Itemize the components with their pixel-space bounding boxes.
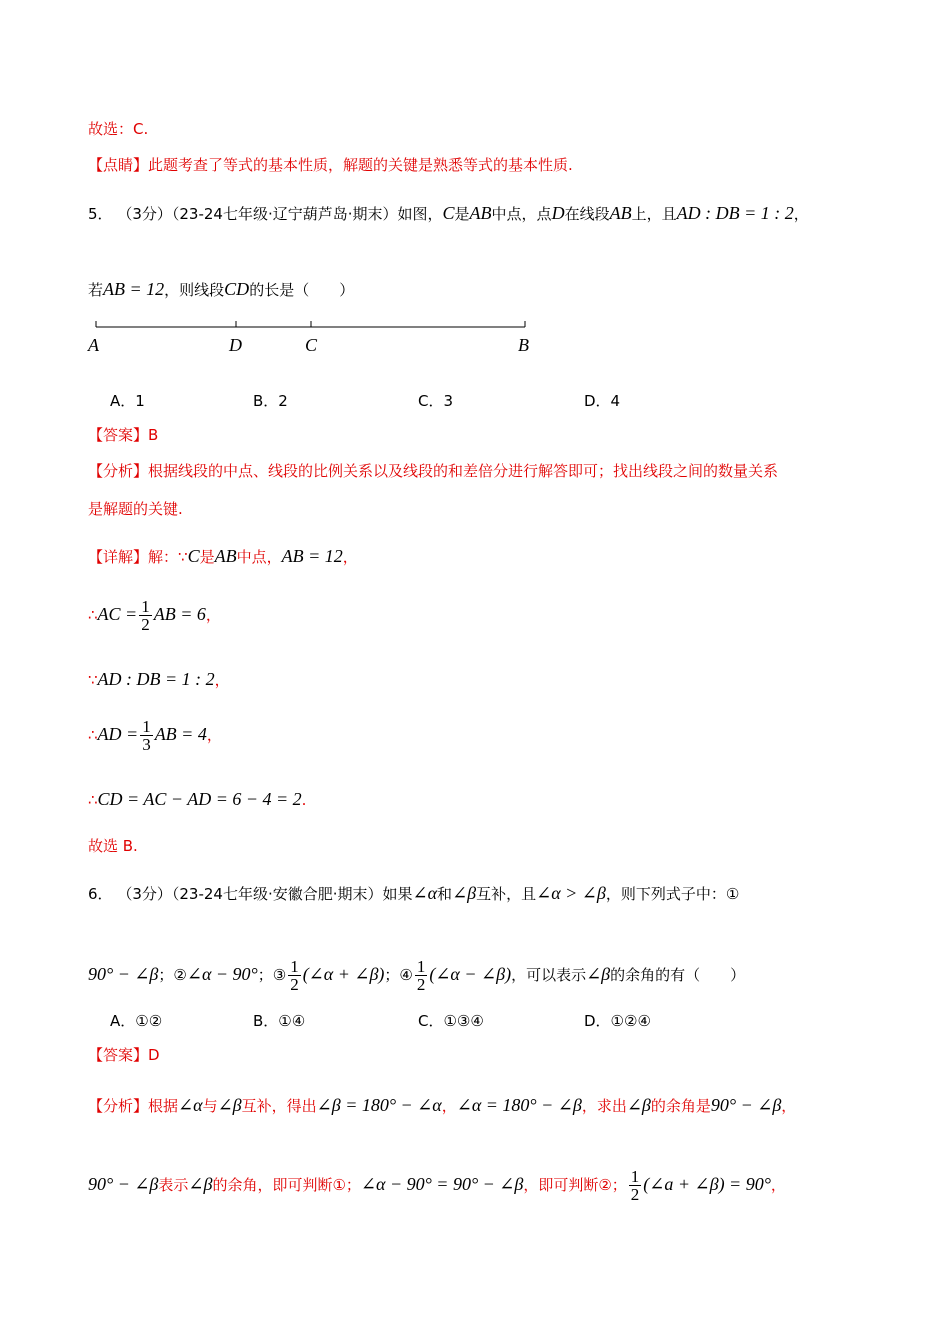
sym-ab: AB bbox=[469, 203, 492, 223]
q6-stem-a: 如果 bbox=[382, 885, 413, 903]
an-expr3: 90° − ∠β bbox=[710, 1095, 782, 1115]
an-sep: ， bbox=[441, 1097, 457, 1115]
an2-half-den: 2 bbox=[630, 1185, 640, 1204]
an2-half-num: 1 bbox=[630, 1167, 640, 1186]
q6-analysis-tag: 【分析】 bbox=[88, 1097, 149, 1115]
q5-stem-c: 中点，点 bbox=[491, 205, 552, 223]
q5-analysis-2: 是解题的关键. bbox=[88, 500, 183, 518]
step3-end: ， bbox=[206, 726, 222, 744]
q5-step2 bbox=[88, 668, 230, 691]
q4-comment bbox=[88, 154, 573, 176]
q6-sep1: ；② bbox=[158, 966, 187, 984]
q6-sep2: ；③ bbox=[257, 966, 287, 984]
point-label-a: A bbox=[88, 335, 99, 355]
sym-c: C bbox=[442, 203, 455, 223]
step1-fraction bbox=[139, 598, 152, 633]
q6-sep3: ；④ bbox=[384, 966, 413, 984]
q6-number: 6． bbox=[88, 885, 113, 903]
step2-pre: ∵ bbox=[88, 671, 98, 689]
q5-stem-e: 上，且 bbox=[631, 205, 677, 223]
q6-alpha: ∠α bbox=[412, 883, 438, 903]
q5-stem-line2 bbox=[88, 278, 354, 301]
q5-stem2-c: 的长是（ ） bbox=[249, 281, 355, 299]
q6-choice-c[interactable]: C．①③④ bbox=[418, 1012, 484, 1030]
step1-rhs: AB = 6 bbox=[153, 604, 206, 624]
half-num-3: 1 bbox=[290, 957, 299, 976]
q6-cond: ∠α > ∠β bbox=[536, 883, 606, 903]
an-expr1: ∠β = 180° − ∠α bbox=[316, 1095, 442, 1115]
an2-end: ， bbox=[770, 1176, 786, 1194]
q6-stem-d: ，则下列式子中：① bbox=[605, 885, 740, 903]
an-end: ， bbox=[781, 1097, 797, 1115]
analysis-text-1: 根据线段的中点、线段的比例关系以及线段的和差倍分进行解答即可；找出线段之间的数量关系 bbox=[148, 462, 779, 480]
q5-answer bbox=[88, 424, 158, 446]
q6-stem-e: ，可以表示 bbox=[511, 966, 587, 984]
q5-detail bbox=[88, 545, 358, 568]
an-c: 互补，得出 bbox=[241, 1097, 317, 1115]
detail-intro: 解：∵ bbox=[148, 548, 188, 566]
answer-value: B bbox=[148, 426, 159, 444]
q6-stem-line2 bbox=[88, 958, 745, 993]
q5-conclusion: 故选 B. bbox=[88, 837, 138, 855]
an2-expr3: (∠a + ∠β) = 90° bbox=[643, 1174, 771, 1194]
q6-answer-value: D bbox=[148, 1046, 160, 1064]
an2-expr2: ∠α − 90° = 90° − ∠β bbox=[360, 1174, 524, 1194]
q6-stem-c: 互补，且 bbox=[476, 885, 537, 903]
detail-c: AB = 12 bbox=[281, 546, 343, 566]
an2-beta: ∠β bbox=[188, 1174, 213, 1194]
detail-b: 中点， bbox=[236, 548, 282, 566]
q6-choice-a[interactable]: A．①② bbox=[110, 1012, 163, 1030]
step4-end: . bbox=[301, 791, 307, 809]
step3-lhs: AD = bbox=[97, 724, 139, 744]
stem2-expr: AB = 12 bbox=[103, 279, 165, 299]
q5-choice-b[interactable]: B．2 bbox=[253, 392, 288, 410]
q6-opt1: 90° − ∠β bbox=[88, 964, 159, 984]
q6-choice-b[interactable]: B．①④ bbox=[253, 1012, 306, 1030]
q6-opt3: (∠α + ∠β) bbox=[302, 964, 385, 984]
point-label-d: D bbox=[229, 335, 242, 355]
q6-stem-f: 的余角的有（ ） bbox=[610, 966, 746, 984]
an-a: 根据 bbox=[148, 1097, 179, 1115]
step1-pre: ∴ bbox=[88, 606, 98, 624]
q6-opt2: ∠α − 90° bbox=[186, 964, 258, 984]
q6-analysis-2 bbox=[88, 1168, 786, 1203]
step1-end: ， bbox=[205, 606, 221, 624]
sym-d: D bbox=[551, 203, 565, 223]
point-label-b: B bbox=[518, 335, 529, 355]
q6-answer-tag: 【答案】 bbox=[88, 1046, 149, 1064]
an-beta: ∠β bbox=[217, 1095, 242, 1115]
step4-expr: CD = AC − AD = 6 − 4 = 2 bbox=[97, 789, 302, 809]
q5-stem-a: 如图， bbox=[397, 205, 443, 223]
step2-expr: AD : DB = 1 : 2 bbox=[97, 669, 215, 689]
step3-den: 3 bbox=[142, 735, 151, 754]
an2-expr1: 90° − ∠β bbox=[88, 1174, 159, 1194]
comment-text: 此题考查了等式的基本性质，解题的关键是熟悉等式的基本性质. bbox=[148, 156, 573, 174]
detail-sym-c: C bbox=[187, 546, 200, 566]
detail-a: 是 bbox=[199, 548, 215, 566]
q5-step4 bbox=[88, 788, 306, 811]
q6-stem-b: 和 bbox=[437, 885, 453, 903]
half-num-4: 1 bbox=[416, 957, 426, 976]
q5-stem-line1 bbox=[88, 202, 809, 225]
q6-half-fraction-3 bbox=[288, 958, 301, 993]
q5-stem-b: 是 bbox=[454, 205, 470, 223]
step4-pre: ∴ bbox=[88, 791, 98, 809]
step3-pre: ∴ bbox=[88, 726, 98, 744]
half-den-3: 2 bbox=[290, 975, 299, 994]
step1-lhs: AC = bbox=[97, 604, 138, 624]
step3-num: 1 bbox=[142, 717, 151, 736]
an-beta-2: ∠β bbox=[626, 1095, 651, 1115]
an-e: 的余角是 bbox=[650, 1097, 711, 1115]
q5-comma: ， bbox=[793, 205, 809, 223]
an2-a: 表示 bbox=[158, 1176, 189, 1194]
q5-step1 bbox=[88, 598, 221, 633]
an-b: 与 bbox=[202, 1097, 218, 1115]
q6-stem-line1 bbox=[88, 882, 739, 905]
q5-stem2-b: ，则线段 bbox=[164, 281, 225, 299]
step2-end: ， bbox=[214, 671, 230, 689]
an-alpha: ∠α bbox=[178, 1095, 203, 1115]
an2-c: ，即可判断②； bbox=[523, 1176, 627, 1194]
q6-beta-2: ∠β bbox=[586, 964, 611, 984]
q5-choice-c[interactable]: C．3 bbox=[418, 392, 454, 410]
step1-num: 1 bbox=[141, 597, 150, 616]
an2-half-fraction bbox=[629, 1168, 642, 1203]
q5-choice-a[interactable]: A．1 bbox=[110, 392, 145, 410]
q6-half-fraction-4 bbox=[415, 958, 428, 993]
q5-number: 5． bbox=[88, 205, 113, 223]
q6-answer bbox=[88, 1044, 160, 1066]
ratio-expr: AD : DB = 1 : 2 bbox=[676, 203, 794, 223]
q6-beta: ∠β bbox=[452, 883, 477, 903]
half-den-4: 2 bbox=[416, 975, 426, 994]
q6-analysis-1 bbox=[88, 1094, 796, 1117]
q4-choice-text: 故选：C. bbox=[88, 120, 149, 138]
an2-b: 的余角，即可判断①； bbox=[212, 1176, 361, 1194]
q6-opt4: (∠α − ∠β) bbox=[429, 964, 512, 984]
q5-score: （3分） bbox=[117, 205, 172, 223]
sym-ab-2: AB bbox=[609, 203, 632, 223]
detail-sym-ab: AB bbox=[214, 546, 237, 566]
q5-stem-d: 在线段 bbox=[564, 205, 610, 223]
analysis-tag: 【分析】 bbox=[88, 462, 149, 480]
detail-tag: 【详解】 bbox=[88, 548, 149, 566]
an-d: ，求出 bbox=[581, 1097, 627, 1115]
q5-source: （23-24七年级·辽宁葫芦岛·期末） bbox=[171, 205, 398, 223]
segment-figure bbox=[88, 318, 538, 332]
step3-fraction bbox=[140, 718, 153, 753]
step3-rhs: AB = 4 bbox=[154, 724, 207, 744]
q5-analysis-1 bbox=[88, 460, 778, 482]
q6-source: （23-24七年级·安徽合肥·期末） bbox=[171, 885, 383, 903]
q5-choice-d[interactable]: D．4 bbox=[584, 392, 621, 410]
sym-cd: CD bbox=[224, 279, 250, 299]
point-label-c: C bbox=[305, 335, 318, 355]
step1-den: 2 bbox=[141, 615, 150, 634]
detail-end: ， bbox=[342, 548, 358, 566]
q6-choice-d[interactable]: D．①②④ bbox=[584, 1012, 651, 1030]
an-expr2: ∠α = 180° − ∠β bbox=[456, 1095, 582, 1115]
q6-score: （3分） bbox=[117, 885, 172, 903]
comment-tag: 【点睛】 bbox=[88, 156, 149, 174]
q5-stem2-a: 若 bbox=[88, 281, 104, 299]
q5-step3 bbox=[88, 718, 222, 753]
answer-tag: 【答案】 bbox=[88, 426, 149, 444]
